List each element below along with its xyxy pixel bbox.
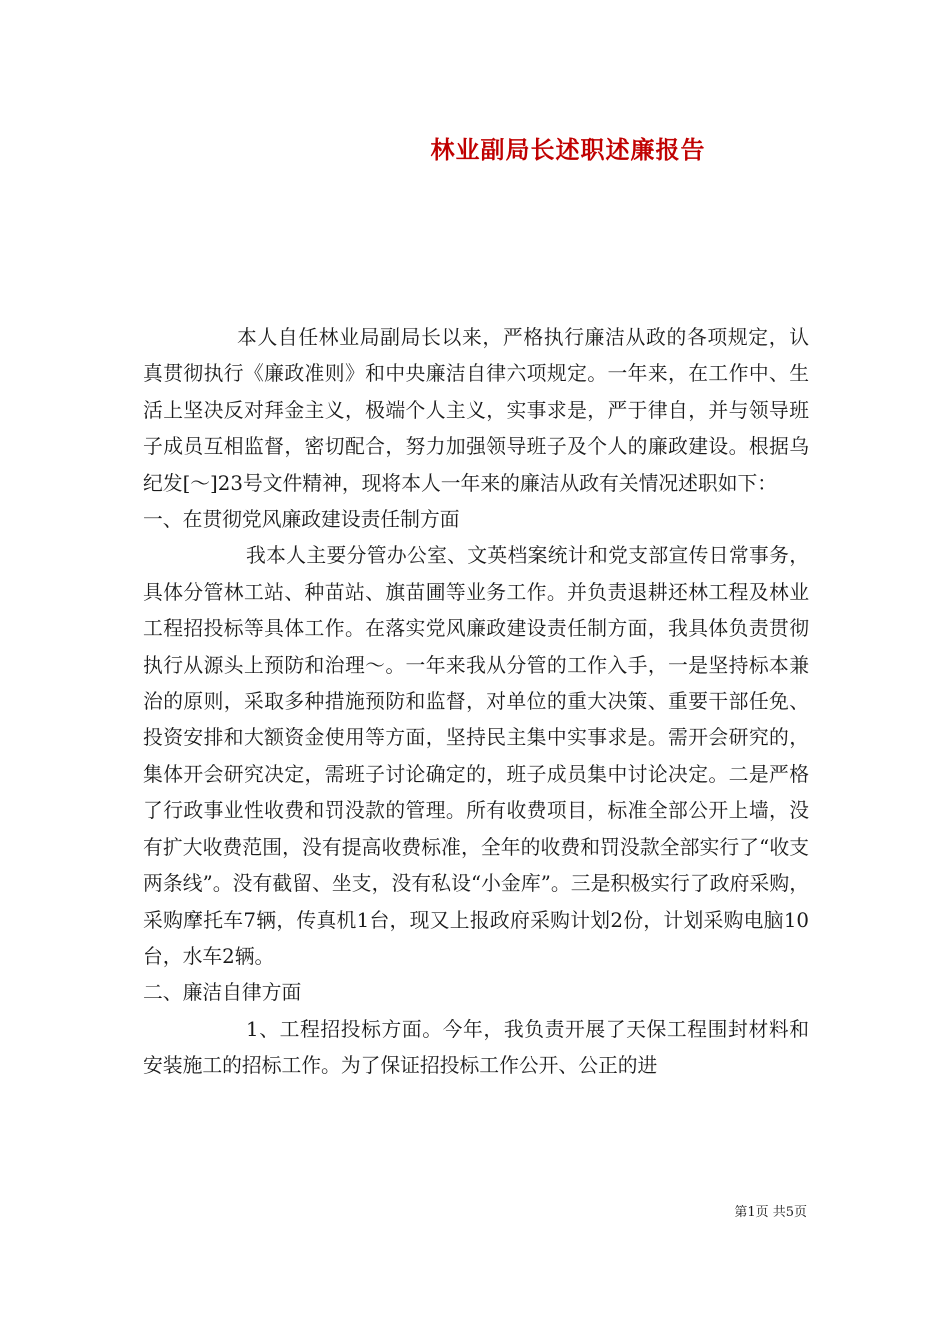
section-heading-1: 一、在贯彻党风廉政建设责任制方面 [143,508,460,532]
intro-paragraph: 本人自任林业局副局长以来，严格执行廉洁从政的各项规定，认真贯彻执行《廉政准则》和中央廉洁自律六项规定。一年来，在工作中、生活上坚决反对拜金主义，极端个人主义，实事求是，严于律自，并与领导班子成员互相监督，密切配合，努力加强领导班子及个人的廉政建设。根据乌纪发[～]23号文件精神，现将本人一年来的廉洁从政有关情况述职如下： [143,326,809,495]
document-title: 林业副局长述职述廉报告 [430,135,706,164]
section-heading-2: 二、廉洁自律方面 [143,981,302,1005]
section-1-paragraph: 我本人主要分管办公室、文英档案统计和党支部宣传日常事务，具体分管林工站、种苗站、旗苗圃等业务工作。并负责退耕还林工程及林业工程招投标等具体工作。在落实党风廉政建设责任制方面，我具体负责贯彻执行从源头上预防和治理～。一年来我从分管的工作入手，一是坚持标本兼治的原则，采取多种措施预防和监督，对单位的重大决策、重要干部任免、投资安排和大额资金使用等方面，坚持民主集中实事求是。需开会研究的，集体开会研究决定，需班子讨论确定的，班子成员集中讨论决定。二是严格了行政事业性收费和罚没款的管理。所有收费项目，标准全部公开上墙，没有扩大收费范围，没有提高收费标准，全年的收费和罚没款全部实行了“收支两条线”。没有截留、坐支，没有私设“小金库”。三是积极实行了政府采购，采购摩托车7辆，传真机1台，现又上报政府采购计划2份，计划采购电脑10台，水车2辆。 [143,544,809,968]
section-2-paragraph: 1、工程招投标方面。今年，我负责开展了天保工程围封材料和安装施工的招标工作。为了保证招投标工作公开、公正的进 [143,1017,809,1078]
page-number-footer: 第1页 共5页 [734,1205,807,1220]
document-body [143,320,809,1085]
